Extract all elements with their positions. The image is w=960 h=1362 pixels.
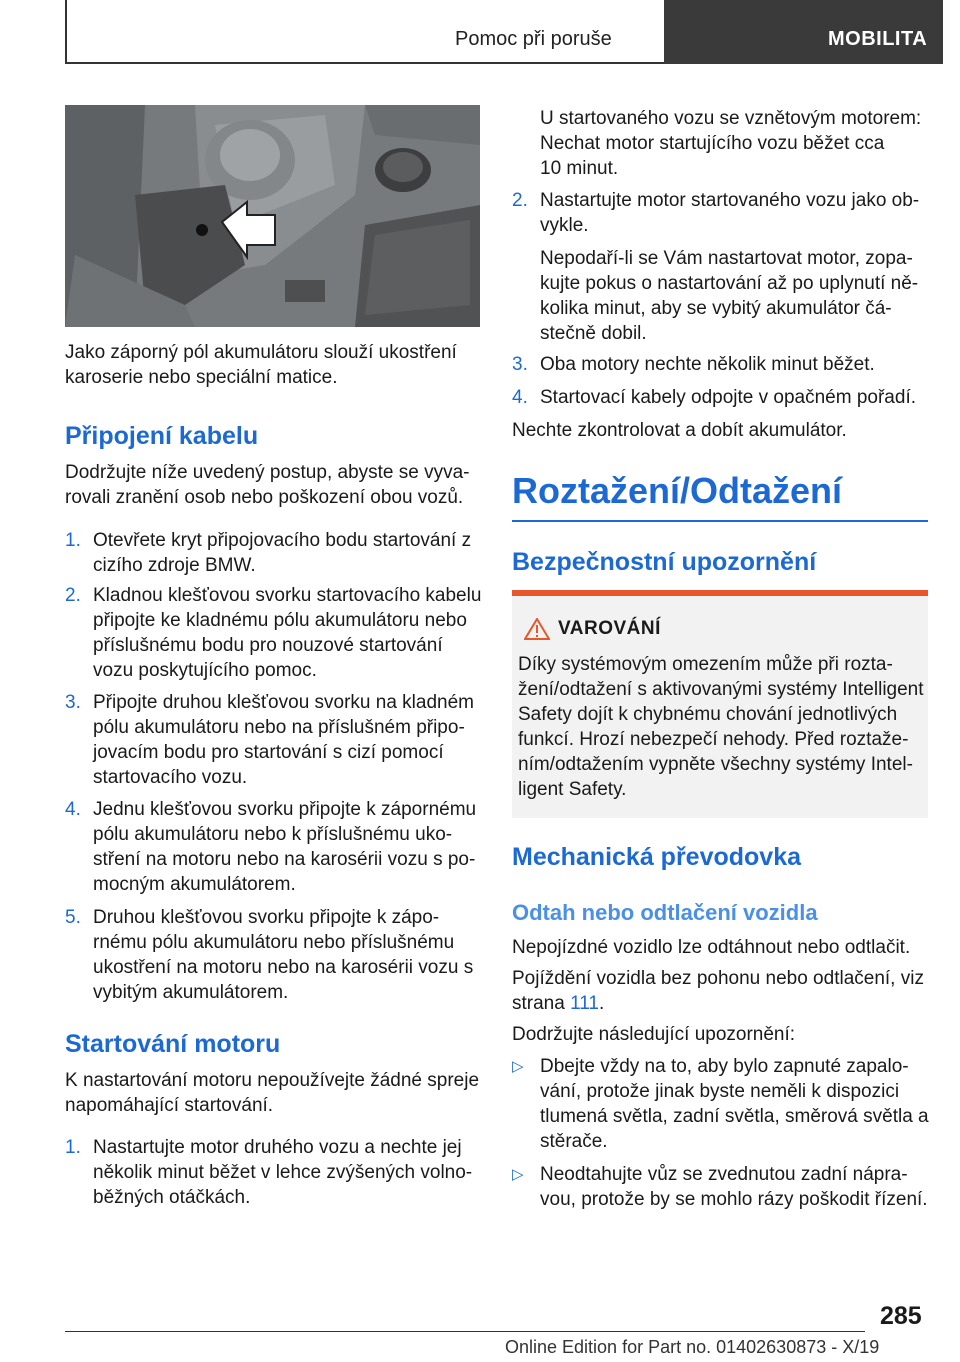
step-line: kolika minut, aby se vybitý akumulátor čá- — [540, 298, 892, 319]
step-line: stečně dobil. — [540, 323, 647, 344]
text-line: rovali zranění osob nebo poškození obou vozů. — [65, 487, 464, 508]
tow-text — [512, 935, 932, 1047]
warning-line: žení/odtažení s aktivovanými systémy Intelligent — [518, 679, 924, 700]
step-line: vykle. — [540, 215, 589, 236]
warning-box — [512, 590, 928, 818]
step-line: pólu akumulátoru nebo na příslušném připo- — [93, 717, 465, 738]
step-number: 2. — [512, 190, 528, 211]
step-number: 1. — [65, 530, 81, 551]
step-line: Nastartujte motor startovaného vozu jako ob- — [540, 190, 920, 211]
step-line: pólu akumulátoru nebo k příslušnému uko- — [93, 824, 453, 845]
heading-cable-connection: Připojení kabelu — [65, 422, 259, 450]
warning-line: Safety dojít k chybnému chování jednotlivých — [518, 704, 898, 725]
step-line: připojte ke kladnému pólu akumulátoru nebo — [93, 610, 467, 631]
heading-engine-start: Startování motoru — [65, 1030, 281, 1058]
step-line: Nepodaří-li se Vám nastartovat motor, zopa- — [540, 248, 913, 269]
page-reference-link[interactable]: 111 — [570, 993, 599, 1014]
step-line: Druhou klešťovou svorku připojte k zápo- — [93, 907, 440, 928]
step-line: příslušnému bodu pro nouzové startování — [93, 635, 443, 656]
text-line: U startovaného vozu se vznětovým motorem: — [540, 108, 922, 129]
photo-caption — [65, 340, 480, 390]
engine-bay-photo — [65, 105, 480, 327]
step-line: Otevřete kryt připojovacího bodu startování z — [93, 530, 472, 551]
bullet-line: vání, protože jinak byste neměli k dispozici — [540, 1081, 900, 1102]
check-note: Nechte zkontrolovat a dobít akumulátor. — [512, 420, 847, 441]
header-chapter-tab: MOBILITA — [664, 0, 943, 64]
caption-line: karoserie nebo speciální matice. — [65, 367, 338, 388]
step-line: startovacího vozu. — [93, 767, 248, 788]
warning-text — [518, 652, 928, 802]
text-fragment: strana — [512, 993, 565, 1014]
text-line: Nepojízdné vozidlo lze odtáhnout nebo odtlačit. — [512, 937, 911, 958]
bullet-triangle-icon: ▷ — [512, 1166, 524, 1183]
step-line: Startovací kabely odpojte v opačném pořadí. — [540, 387, 917, 408]
bullet-line: tlumená světla, zadní světla, směrová světla a — [540, 1106, 929, 1127]
step-line: stření na motoru nebo na karosérii vozu s po- — [93, 849, 476, 870]
step-line: ukostření na motoru nebo na karosérii vozu s — [93, 957, 474, 978]
bullet-line: Neodtahujte vůz se zvednutou zadní nápra- — [540, 1164, 908, 1185]
footer-edition: Online Edition for Part no. 01402630873 - X/19 — [505, 1337, 880, 1357]
heading-safety-notes: Bezpečnostní upozornění — [512, 548, 817, 576]
step-line: rnému pólu akumulátoru nebo příslušnému — [93, 932, 455, 953]
bullet-line: stěrače. — [540, 1131, 608, 1152]
step-line: cizího zdroje BMW. — [93, 555, 256, 576]
text-line: napomáhající startování. — [65, 1095, 274, 1116]
footer-rule — [65, 1331, 865, 1332]
step-line: kujte pokus o nastartování až po uplynutí ně- — [540, 273, 919, 294]
header-section-title: Pomoc při poruše — [455, 28, 612, 50]
step-line: jovacím bodu pro startování s cizí pomocí — [93, 742, 444, 763]
step-number: 3. — [65, 692, 81, 713]
bullet-triangle-icon: ▷ — [512, 1058, 524, 1075]
step-line: mocným akumulátorem. — [93, 874, 296, 895]
text-line: strana 111. — [512, 993, 605, 1014]
text-line: Dodržujte níže uvedený postup, abyste se vyva- — [65, 462, 470, 483]
step-line: Připojte druhou klešťovou svorku na kladném — [93, 692, 475, 713]
step-number: 5. — [65, 907, 81, 928]
warning-line: funkcí. Hrozí nebezpečí nehody. Před roztaže- — [518, 729, 909, 750]
heading-manual-gearbox: Mechanická převodovka — [512, 843, 802, 871]
step-line: Nastartujte motor druhého vozu a nechte jej — [93, 1137, 462, 1158]
text-line: K nastartování motoru nepoužívejte žádné spreje — [65, 1070, 480, 1091]
step-number: 2. — [65, 585, 81, 606]
heading-rule — [512, 520, 928, 522]
diesel-note — [540, 106, 940, 181]
step-line: běžných otáčkách. — [93, 1187, 251, 1208]
text-line: 10 minut. — [540, 158, 619, 179]
start-intro — [65, 1068, 485, 1118]
step-number: 1. — [65, 1137, 81, 1158]
text-line: Dodržujte následující upozornění: — [512, 1024, 796, 1045]
step-line: Jednu klešťovou svorku připojte k zápornému — [93, 799, 477, 820]
bullet-line: vou, protože by se mohlo rázy poškodit řízení. — [540, 1189, 928, 1210]
step-line: Oba motory nechte několik minut běžet. — [540, 354, 875, 375]
text-line: Nechat motor startujícího vozu běžet cca — [540, 133, 885, 154]
step-number: 4. — [512, 387, 528, 408]
heading-towing: Roztažení/Odtažení — [512, 470, 843, 511]
step-line: několik minut běžet v lehce zvýšených volno- — [93, 1162, 473, 1183]
step-number: 4. — [65, 799, 81, 820]
step-line: Kladnou klešťovou svorku startovacího kabelu — [93, 585, 482, 606]
cable-intro — [65, 460, 485, 510]
warning-line: ním/odtažením vypněte všechny systémy Intel- — [518, 754, 913, 775]
step-number: 3. — [512, 354, 528, 375]
heading-tow-vehicle: Odtah nebo odtlačení vozidla — [512, 900, 818, 925]
warning-triangle-icon — [524, 618, 550, 645]
warning-line: Díky systémovým omezením může při rozta- — [518, 654, 893, 675]
step-line: vozu poskytujícího pomoc. — [93, 660, 317, 681]
text-line: Pojíždění vozidla bez pohonu nebo odtlačení, viz — [512, 968, 924, 989]
warning-title: VAROVÁNÍ — [558, 618, 661, 639]
warning-line: ligent Safety. — [518, 779, 627, 800]
step-line: vybitým akumulátorem. — [93, 982, 289, 1003]
caption-line: Jako záporný pól akumulátoru slouží ukostření — [65, 342, 457, 363]
page-number: 285 — [880, 1302, 922, 1330]
bullet-line: Dbejte vždy na to, aby bylo zapnuté zapalo- — [540, 1056, 909, 1077]
